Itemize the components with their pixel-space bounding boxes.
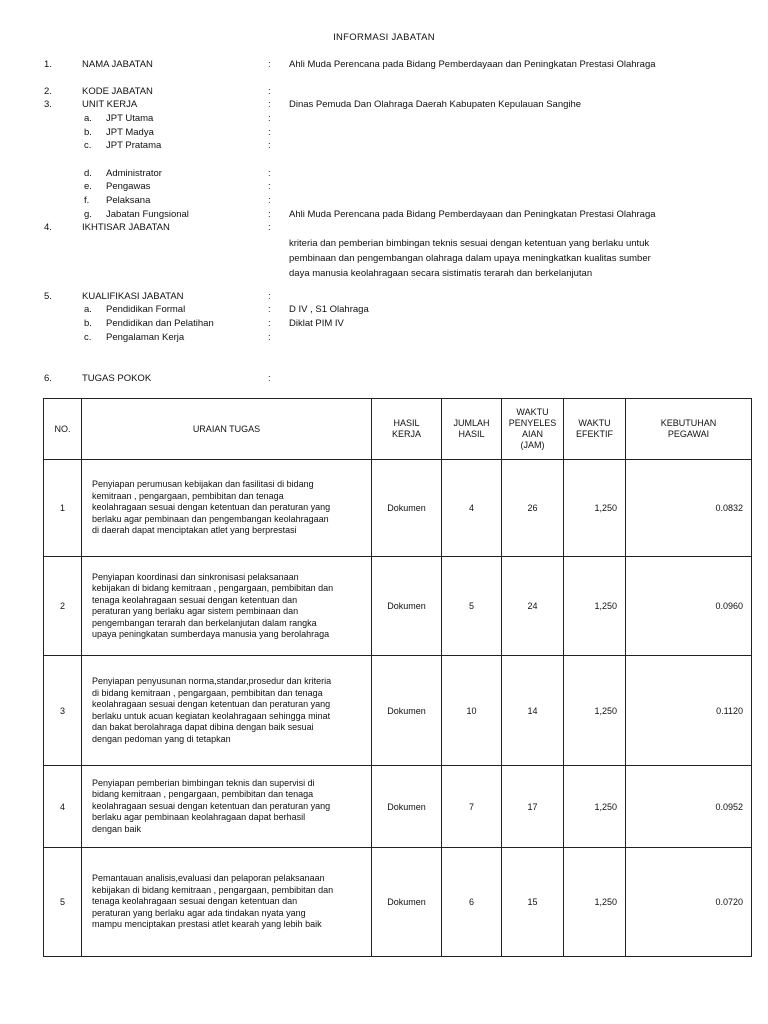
field-colon: : bbox=[268, 373, 271, 384]
sub-letter: c. bbox=[84, 332, 92, 343]
ikhtisar-line: kriteria dan pemberian bimbingan teknis sesuai dengan ketentuan yang berlaku untuk bbox=[289, 238, 650, 249]
tugas-table bbox=[43, 398, 752, 957]
header-hasil bbox=[372, 399, 442, 460]
uraian-line: Pemantauan analisis,evaluasi dan pelaporan pelaksanaan bbox=[92, 873, 325, 884]
field-colon: : bbox=[268, 168, 271, 179]
field-colon: : bbox=[268, 195, 271, 206]
cell-efektif: 1,250 bbox=[564, 460, 626, 557]
uraian-line: Penyiapan penyusunan norma,standar,prosedur dan kriteria bbox=[92, 676, 332, 686]
cell-uraian bbox=[82, 557, 372, 656]
sub-label: Jabatan Fungsional bbox=[106, 209, 189, 220]
field-tugas-pokok bbox=[0, 372, 768, 385]
header-line: AIAN bbox=[521, 429, 543, 439]
ikhtisar-line: pembinaan dan pengembangan olahraga dalam upaya meningkatkan kualitas sumber bbox=[289, 253, 651, 264]
field-kode-jabatan bbox=[0, 85, 768, 98]
uraian-line: keolahragaan sesuai dengan ketentuan dan peraturan yang bbox=[92, 502, 331, 513]
cell-kebutuhan: 0.1120 bbox=[626, 656, 752, 766]
uraian-line: Penyiapan koordinasi dan sinkronisasi pelaksanaan bbox=[92, 571, 299, 582]
header-line: HASIL bbox=[458, 429, 485, 439]
header-line: WAKTU bbox=[578, 418, 611, 428]
uraian-line: peraturan yang berlaku agar ada tindakan nyata yang bbox=[92, 907, 306, 918]
cell-hasil: Dokumen bbox=[372, 460, 442, 557]
cell-jumlah: 6 bbox=[442, 848, 502, 957]
kualifikasi-sub-item bbox=[0, 317, 768, 330]
sub-label: Pengalaman Kerja bbox=[106, 332, 185, 343]
kualifikasi-sub-item bbox=[0, 331, 768, 344]
field-value: Ahli Muda Perencana pada Bidang Pemberdayaan dan Peningkatan Prestasi Olahraga bbox=[289, 209, 656, 220]
sub-label: Pendidikan Formal bbox=[106, 304, 186, 315]
uraian-line: dengan baik bbox=[92, 823, 142, 834]
cell-waktu: 26 bbox=[502, 460, 564, 557]
field-colon: : bbox=[268, 59, 271, 70]
uraian-line: berlaku agar pembinaan keolahragaan dapat berhasil bbox=[92, 812, 306, 823]
header-line: WAKTU bbox=[516, 407, 549, 417]
field-colon: : bbox=[268, 318, 271, 329]
kualifikasi-sub-item bbox=[0, 303, 768, 316]
uraian-line: Penyiapan pemberian bimbingan teknis dan supervisi di bbox=[92, 777, 315, 788]
field-colon: : bbox=[268, 140, 271, 151]
unit-sub-item bbox=[0, 180, 768, 193]
cell-no: 1 bbox=[44, 460, 82, 557]
sub-letter: e. bbox=[84, 181, 92, 192]
unit-sub-item bbox=[0, 112, 768, 125]
field-colon: : bbox=[268, 127, 271, 138]
cell-hasil: Dokumen bbox=[372, 848, 442, 957]
cell-kebutuhan: 0.0960 bbox=[626, 557, 752, 656]
field-value: Diklat PIM IV bbox=[289, 318, 344, 329]
cell-uraian bbox=[82, 460, 372, 557]
cell-waktu: 24 bbox=[502, 557, 564, 656]
unit-sub-item bbox=[0, 126, 768, 139]
cell-no: 4 bbox=[44, 766, 82, 848]
header-jumlah bbox=[442, 399, 502, 460]
header-line: JUMLAH bbox=[453, 418, 490, 428]
cell-efektif: 1,250 bbox=[564, 848, 626, 957]
field-label: UNIT KERJA bbox=[82, 99, 138, 110]
uraian-line: upaya peningkatan sumberdaya manusia yang berolahraga bbox=[92, 629, 330, 639]
sub-letter: g. bbox=[84, 209, 92, 220]
uraian-line: tenaga keolahragaan sesuai dengan ketentuan dan bbox=[92, 594, 298, 605]
header-line: KERJA bbox=[391, 429, 421, 439]
field-number: 6. bbox=[44, 373, 52, 384]
cell-efektif: 1,250 bbox=[564, 766, 626, 848]
sub-letter: d. bbox=[84, 168, 92, 179]
uraian-line: pengembangan terarah dan berkelanjutan dalam rangka bbox=[92, 617, 317, 628]
cell-efektif: 1,250 bbox=[564, 557, 626, 656]
field-colon: : bbox=[268, 304, 271, 315]
field-number: 3. bbox=[44, 99, 52, 110]
field-label: KUALIFIKASI JABATAN bbox=[82, 291, 184, 302]
table-row bbox=[44, 848, 752, 957]
cell-kebutuhan: 0.0832 bbox=[626, 460, 752, 557]
document-title: INFORMASI JABATAN bbox=[333, 32, 435, 43]
field-label: TUGAS POKOK bbox=[82, 373, 152, 384]
field-colon: : bbox=[268, 222, 271, 233]
unit-sub-item bbox=[0, 194, 768, 207]
field-kualifikasi-jabatan bbox=[0, 290, 768, 303]
cell-kebutuhan: 0.0720 bbox=[626, 848, 752, 957]
table-row bbox=[44, 557, 752, 656]
uraian-line: tenaga keolahragaan sesuai dengan ketentuan dan bbox=[92, 896, 298, 907]
table-row bbox=[44, 656, 752, 766]
header-line: (JAM) bbox=[520, 440, 545, 450]
field-number: 2. bbox=[44, 86, 52, 97]
unit-sub-item bbox=[0, 139, 768, 152]
header-line: PENYELES bbox=[508, 418, 557, 428]
cell-efektif: 1,250 bbox=[564, 656, 626, 766]
field-number: 1. bbox=[44, 59, 52, 70]
field-value: D IV , S1 Olahraga bbox=[289, 304, 369, 315]
cell-waktu: 17 bbox=[502, 766, 564, 848]
field-label: NAMA JABATAN bbox=[82, 59, 153, 70]
header-no: NO. bbox=[44, 399, 82, 460]
cell-hasil: Dokumen bbox=[372, 656, 442, 766]
field-colon: : bbox=[268, 86, 271, 97]
field-colon: : bbox=[268, 291, 271, 302]
cell-no: 5 bbox=[44, 848, 82, 957]
cell-kebutuhan: 0.0952 bbox=[626, 766, 752, 848]
field-label: IKHTISAR JABATAN bbox=[82, 222, 170, 233]
sub-label: Administrator bbox=[106, 168, 162, 179]
field-number: 4. bbox=[44, 222, 52, 233]
uraian-line: di daerah dapat menciptakan atlet yang berprestasi bbox=[92, 525, 297, 536]
field-ikhtisar-jabatan bbox=[0, 221, 768, 234]
cell-hasil: Dokumen bbox=[372, 557, 442, 656]
field-colon: : bbox=[268, 113, 271, 124]
field-label: KODE JABATAN bbox=[82, 86, 153, 97]
cell-jumlah: 10 bbox=[442, 656, 502, 766]
field-value: Ahli Muda Perencana pada Bidang Pemberdayaan dan Peningkatan Prestasi Olahraga bbox=[289, 59, 656, 70]
uraian-line: dan bakat berolahraga dapat dibina dengan baik sesuai bbox=[92, 722, 314, 732]
sub-label: Pelaksana bbox=[106, 195, 151, 206]
field-unit-kerja bbox=[0, 98, 768, 111]
uraian-line: dengan pedoman yang di tetapkan bbox=[92, 733, 231, 744]
header-kebutuhan-pegawai bbox=[626, 399, 752, 460]
field-colon: : bbox=[268, 99, 271, 110]
ikhtisar-line: daya manusia keolahragaan secara sistimatis terarah dan berkelanjutan bbox=[289, 268, 593, 279]
field-value: Dinas Pemuda Dan Olahraga Daerah Kabupaten Kepulauan Sangihe bbox=[289, 99, 582, 110]
cell-jumlah: 7 bbox=[442, 766, 502, 848]
sub-label: Pengawas bbox=[106, 181, 151, 192]
header-line: KEBUTUHAN bbox=[660, 418, 717, 428]
sub-label: JPT Pratama bbox=[106, 140, 162, 151]
header-waktu-efektif bbox=[564, 399, 626, 460]
sub-label: JPT Madya bbox=[106, 127, 154, 138]
sub-letter: a. bbox=[84, 113, 92, 124]
uraian-line: kemitraan , pengargaan, pembibitan dan tenaga bbox=[92, 490, 284, 501]
uraian-line: Penyiapan perumusan kebijakan dan fasilitasi di bidang bbox=[92, 479, 314, 490]
header-line: HASIL bbox=[393, 418, 420, 428]
table-row bbox=[44, 766, 752, 848]
uraian-line: kebijakan di bidang kemitraan , pengargaan, pembibitan dan bbox=[92, 583, 334, 593]
uraian-line: kebijakan di bidang kemitraan , pengargaan, pembibitan dan bbox=[92, 884, 334, 895]
sub-label: Pendidikan dan Pelatihan bbox=[106, 318, 214, 329]
cell-no: 3 bbox=[44, 656, 82, 766]
uraian-line: bidang kemitraan , pengargaan, pembibitan dan tenaga bbox=[92, 789, 314, 800]
sub-label: JPT Utama bbox=[106, 113, 154, 124]
uraian-line: keolahragaan sesuai dengan ketentuan dan peraturan yang bbox=[92, 699, 331, 709]
sub-letter: b. bbox=[84, 127, 92, 138]
cell-no: 2 bbox=[44, 557, 82, 656]
field-colon: : bbox=[268, 181, 271, 192]
cell-hasil: Dokumen bbox=[372, 766, 442, 848]
unit-sub-item bbox=[0, 208, 768, 221]
header-line: EFEKTIF bbox=[575, 429, 613, 439]
field-number: 5. bbox=[44, 291, 52, 302]
field-colon: : bbox=[268, 332, 271, 343]
header-uraian: URAIAN TUGAS bbox=[82, 399, 372, 460]
cell-waktu: 15 bbox=[502, 848, 564, 957]
cell-jumlah: 4 bbox=[442, 460, 502, 557]
cell-jumlah: 5 bbox=[442, 557, 502, 656]
cell-uraian bbox=[82, 656, 372, 766]
field-nama-jabatan bbox=[0, 58, 768, 71]
ikhtisar-text bbox=[289, 236, 699, 281]
table-row bbox=[44, 460, 752, 557]
cell-uraian bbox=[82, 848, 372, 957]
uraian-line: berlaku agar pembinaan dan pengembangan keolahragaan bbox=[92, 513, 329, 524]
cell-waktu: 14 bbox=[502, 656, 564, 766]
uraian-line: mampu menciptakan prestasi atlet kearah yang lebih baik bbox=[92, 919, 322, 930]
sub-letter: b. bbox=[84, 318, 92, 329]
sub-letter: f. bbox=[84, 195, 90, 206]
header-line: PEGAWAI bbox=[667, 429, 710, 439]
unit-sub-item bbox=[0, 167, 768, 180]
cell-uraian bbox=[82, 766, 372, 848]
sub-letter: c. bbox=[84, 140, 92, 151]
sub-letter: a. bbox=[84, 304, 92, 315]
uraian-line: peraturan yang berlaku agar sistem pembinaan dan bbox=[92, 606, 299, 616]
table-header-row bbox=[44, 399, 752, 460]
header-waktu-penyelesaian bbox=[502, 399, 564, 460]
uraian-line: berlaku untuk acuan kegiatan keolahragaan sehingga minat bbox=[92, 710, 331, 721]
uraian-line: di bidang kemitraan , pengargaan, pembibitan dan tenaga bbox=[92, 687, 323, 698]
uraian-line: keolahragaan sesuai dengan ketentuan dan peraturan yang bbox=[92, 800, 331, 811]
field-colon: : bbox=[268, 209, 271, 220]
